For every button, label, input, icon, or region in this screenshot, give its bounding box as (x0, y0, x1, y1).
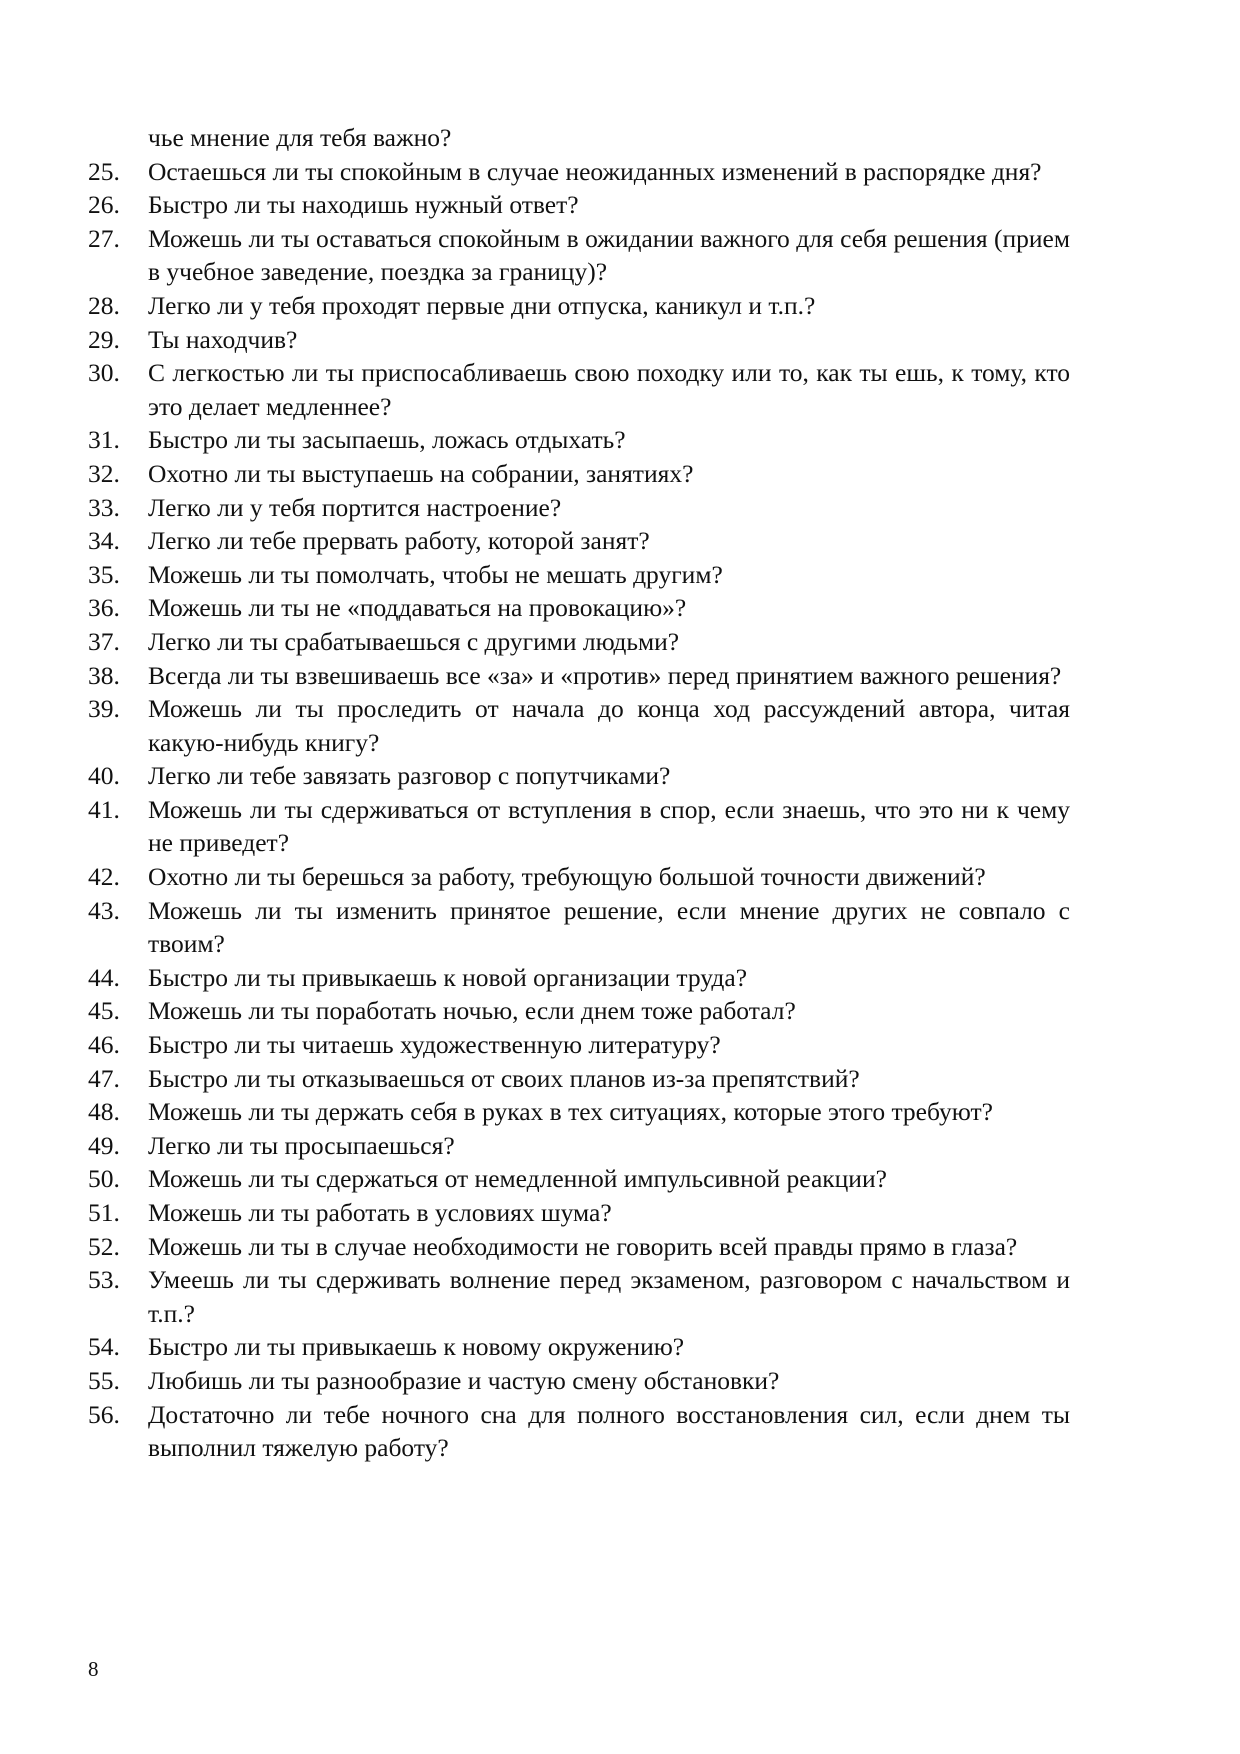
question-item (88, 491, 1070, 525)
question-item (88, 524, 1070, 558)
question-item (88, 1095, 1070, 1129)
question-number: 54. (88, 1332, 120, 1362)
question-text: Остаешься ли ты спокойным в случае неожиданных изменений в распорядке дня? (148, 156, 1042, 186)
question-number: 29. (88, 324, 120, 354)
question-item (88, 1263, 1070, 1330)
question-text: Можешь ли ты работать в условиях шума? (148, 1198, 612, 1227)
question-text: Легко ли тебе прервать работу, которой занят? (148, 526, 650, 556)
continuation-line: чье мнение для тебя важно? (148, 123, 452, 152)
question-number: 56. (88, 1399, 120, 1429)
question-text: Легко ли у тебя проходят первые дни отпуска, каникул и т.п.? (148, 290, 816, 320)
question-item (88, 625, 1070, 659)
question-text: Охотно ли ты выступаешь на собрании, занятиях? (148, 458, 694, 488)
question-item (88, 1129, 1070, 1163)
question-item (88, 1330, 1070, 1364)
question-number: 51. (88, 1198, 120, 1227)
question-number: 30. (88, 358, 120, 388)
question-number: 34. (88, 526, 120, 556)
question-item (88, 222, 1070, 289)
question-text: Можешь ли ты не «поддаваться на провокацию»? (148, 593, 687, 623)
question-number: 27. (88, 223, 120, 253)
question-text: Достаточно ли тебе ночного сна для полного восстановления сил, если днем ты выполнил тяжелую работу? (148, 1399, 1070, 1463)
question-item (88, 1162, 1070, 1196)
question-item (88, 155, 1070, 189)
question-item (88, 1028, 1070, 1062)
question-number: 26. (88, 190, 120, 220)
question-number: 40. (88, 761, 120, 791)
question-item (88, 188, 1070, 222)
question-text: Быстро ли ты отказываешься от своих планов из-за препятствий? (148, 1063, 860, 1093)
question-text: Легко ли ты просыпаешься? (148, 1130, 455, 1160)
question-number: 35. (88, 559, 120, 589)
question-text: Быстро ли ты привыкаешь к новой организации труда? (148, 962, 748, 992)
question-text: Легко ли у тебя портится настроение? (148, 492, 562, 522)
question-text: Всегда ли ты взвешиваешь все «за» и «против» перед принятием важного решения? (148, 660, 1062, 690)
question-text: Быстро ли ты засыпаешь, ложась отдыхать? (148, 425, 626, 455)
question-item (88, 894, 1070, 961)
question-number: 41. (88, 794, 120, 824)
question-item (88, 994, 1070, 1028)
question-item (88, 558, 1070, 592)
question-item (88, 356, 1070, 423)
question-items (88, 155, 1070, 1465)
question-number: 48. (88, 1097, 120, 1127)
question-text: Умеешь ли ты сдерживать волнение перед экзаменом, разговором с начальством и т.п.? (148, 1265, 1070, 1328)
question-text: Можешь ли ты в случае необходимости не говорить всей правды прямо в глаза? (148, 1231, 1018, 1261)
question-number: 52. (88, 1231, 120, 1261)
question-item (88, 1196, 1070, 1230)
question-number: 49. (88, 1130, 120, 1160)
question-item (88, 759, 1070, 793)
question-text: Любишь ли ты разнообразие и частую смену обстановки? (148, 1365, 780, 1395)
question-number: 47. (88, 1063, 120, 1093)
question-item (88, 1364, 1070, 1398)
question-item (88, 961, 1070, 995)
question-item (88, 323, 1070, 357)
question-number: 33. (88, 492, 120, 522)
question-number: 36. (88, 593, 120, 623)
question-item (88, 289, 1070, 323)
question-item (88, 1230, 1070, 1264)
page-number: 8 (88, 1657, 99, 1681)
question-number: 32. (88, 458, 120, 488)
question-number: 45. (88, 996, 120, 1026)
question-item (88, 591, 1070, 625)
question-item (88, 1062, 1070, 1096)
question-number: 50. (88, 1164, 120, 1194)
question-number: 43. (88, 895, 120, 925)
question-text: Ты находчив? (148, 324, 298, 354)
question-text: Быстро ли ты находишь нужный ответ? (148, 190, 579, 220)
question-item (88, 692, 1070, 759)
question-text: Можешь ли ты проследить от начала до конца ход рассуждений автора, читая какую-нибудь книгу? (148, 694, 1070, 757)
question-text: Охотно ли ты берешься за работу, требующую большой точности движений? (148, 862, 986, 892)
question-number: 31. (88, 425, 120, 455)
question-text: Можешь ли ты помолчать, чтобы не мешать другим? (148, 559, 723, 589)
question-item (88, 793, 1070, 860)
question-number: 28. (88, 290, 120, 320)
questionnaire-list (88, 121, 1070, 1465)
question-number: 25. (88, 156, 120, 186)
question-text: Легко ли тебе завязать разговор с попутчиками? (148, 761, 671, 791)
question-number: 38. (88, 660, 120, 690)
question-text: Быстро ли ты читаешь художественную литературу? (148, 1030, 721, 1060)
question-text: Быстро ли ты привыкаешь к новому окружению? (148, 1332, 685, 1362)
question-number: 44. (88, 962, 120, 992)
question-text: Можешь ли ты сдерживаться от вступления в спор, если знаешь, что это ни к чему не приведет? (148, 794, 1070, 858)
question-text: Можешь ли ты изменить принятое решение, если мнение других не совпало с твоим? (148, 895, 1070, 959)
question-number: 46. (88, 1030, 120, 1060)
question-number: 53. (88, 1265, 120, 1295)
question-text: Можешь ли ты держать себя в руках в тех ситуациях, которые этого требуют? (148, 1097, 993, 1127)
question-text: Можешь ли ты поработать ночью, если днем тоже работал? (148, 996, 796, 1026)
question-number: 55. (88, 1365, 120, 1395)
question-item (88, 860, 1070, 894)
question-text: Можешь ли ты сдержаться от немедленной импульсивной реакции? (148, 1164, 887, 1194)
question-text: Легко ли ты срабатываешься с другими людьми? (148, 626, 680, 656)
question-text: С легкостью ли ты приспосабливаешь свою походку или то, как ты ешь, к тому, кто это делает медленнее? (148, 358, 1070, 421)
question-number: 37. (88, 626, 120, 656)
question-item (88, 423, 1070, 457)
question-item (88, 1398, 1070, 1465)
question-item (88, 659, 1070, 693)
question-number: 42. (88, 862, 120, 892)
question-text: Можешь ли ты оставаться спокойным в ожидании важного для себя решения (прием в учебное заведение, поездка за границу)? (148, 223, 1070, 287)
question-item (88, 457, 1070, 491)
question-number: 39. (88, 694, 120, 724)
